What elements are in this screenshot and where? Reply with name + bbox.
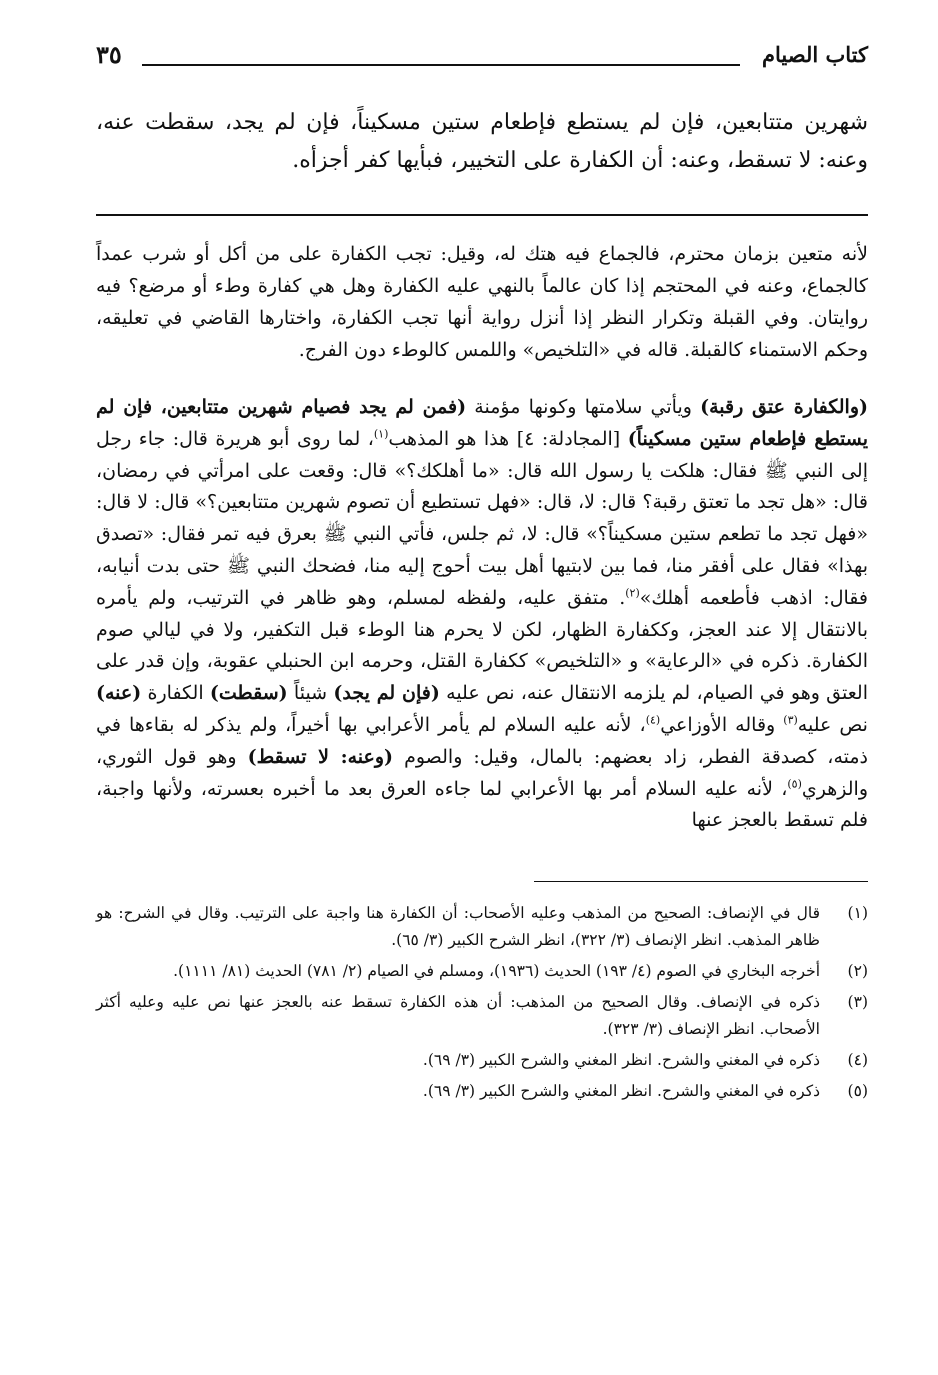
footnote-text: ذكره في المغني والشرح. انظر المغني والشرح الكبير (٣/ ٦٩). bbox=[422, 1051, 820, 1070]
commentary-text: . متفق عليه، ولفظه لمسلم، وهو ظاهر في الترتيب، ولم يأمره بالانتقال إلا عند العجز، وككفارة الظهار، لكن لا يحرم هنا الوطء قبل التكفير، ولا في ليالي صوم الكفارة. ذكره في «الرعاية» و «التلخيص» ككفارة القتل، وحرمه ابن الحنبلي عقوبة، وإن قدر على العتق وهو في الصيام، لم يلزمه الانتقال عنه، نص عليه bbox=[96, 586, 868, 705]
commentary-text: ، لما روى أبو هريرة قال: جاء رجل إلى النبي ﷺ فقال: هلكت يا رسول الله قال: «ما أهلكك؟» قال: وقعت على امرأتي في رمضان، قال: «هل تجد ما تعتق رقبة؟ قال: لا، قال: «فهل تستطيع أن تصوم شهرين متتابعين؟» قال: لا قال: «فهل تجد ما تطعم ستين مسكيناً؟» قال: لا، ثم جلس، فأتي النبي ﷺ بعرق فيه تمر فقال: «تصدق بهذا» فقال على أفقر منا، فما بين لابتيها أهل بيت أحوج إليه منا، فضحك النبي ﷺ حتى بدت أنيابه، فقال: اذهب فأطعمه أهلك» bbox=[96, 427, 868, 609]
running-header bbox=[96, 40, 868, 76]
commentary-text: ، لأنه عليه السلام لم يأمر الأعرابي بها أخيراً، ولم يذكر له بقاءها في ذمته، كصدقة الفطر، زاد بعضهم: بالمال، وقيل: والصوم bbox=[96, 713, 868, 768]
footnote-number: (٤) bbox=[847, 1051, 868, 1070]
footnotes bbox=[96, 900, 868, 1105]
text-divider bbox=[96, 214, 868, 216]
footnote bbox=[96, 1078, 868, 1105]
commentary-text: ويأتي سلامتها وكونها مؤمنة bbox=[466, 396, 701, 418]
header-rule bbox=[142, 64, 740, 66]
footnote-text: ذكره في المغني والشرح. انظر المغني والشرح الكبير (٣/ ٦٩). bbox=[422, 1082, 820, 1101]
quoted-text: (والكفارة عتق رقبة) bbox=[700, 396, 868, 418]
chapter-title: كتاب الصيام bbox=[762, 42, 868, 67]
quoted-text: (وعنه: لا تسقط) bbox=[247, 745, 394, 768]
footnote-ref: (٤) bbox=[645, 713, 661, 727]
footnote-text: قال في الإنصاف: الصحيح من المذهب وعليه الأصحاب: أن الكفارة هنا واجبة على الترتيب. وقال في الشرح: هو ظاهر المذهب. انظر الإنصاف (٣/ ٣٢٢)، انظر الشرح الكبير (٣/ ٦٥). bbox=[96, 904, 820, 950]
commentary-text: ، لأنه عليه السلام أمر بها الأعرابي لما جاءه العرق بعد ما أخبره بعسرته، ولأنها واجبة، فلم تسقط بالعجز عنها bbox=[96, 777, 868, 832]
quoted-text: (فمن لم يجد فصيام شهرين متتابعين، فإن لم يستطع فإطعام ستين مسكيناً) bbox=[96, 396, 869, 450]
footnote-ref: (٣) bbox=[783, 713, 798, 727]
page-number: ٣٥ bbox=[96, 40, 122, 69]
previous-commentary: لأنه متعين بزمان محترم، فالجماع فيه هتك له، وقيل: تجب الكفارة على من أكل أو شرب عمداً كالجماع، وعنه في المحتجم إذا كان عالماً بالنهي عليه الكفارة وهل هي كفارة وطء أو مرضع؟ فيه روايتان. وفي القبلة وتكرار النظر إذا أنزل رواية أنها تجب الكفارة، واختارها القاضي في تعليقه، وحكم الاستمناء كالقبلة. قاله في «التلخيص» واللمس كالوطء دون الفرج. bbox=[96, 243, 868, 361]
footnote-ref: (١) bbox=[373, 427, 389, 441]
footnote bbox=[96, 1047, 868, 1074]
commentary-text: شيئاً bbox=[287, 682, 334, 705]
footnote-number: (٣) bbox=[847, 993, 868, 1012]
footnote bbox=[96, 900, 868, 954]
main-text: شهرين متتابعين، فإن لم يستطع فإطعام ستين مسكيناً، فإن لم يجد، سقطت عنه، وعنه: لا تسقط، وعنه: أن الكفارة على التخيير، فبأيها كفر أجزأه. bbox=[96, 110, 868, 173]
footnote-number: (١) bbox=[847, 904, 868, 923]
book-page bbox=[96, 40, 868, 1375]
footnote-number: (٥) bbox=[847, 1082, 868, 1101]
footnote bbox=[96, 958, 868, 985]
footnote-text: أخرجه البخاري في الصوم (٤/ ١٩٣) الحديث (١٩٣٦)، ومسلم في الصيام (٢/ ٧٨١) الحديث (٨١/ ١١١١). bbox=[173, 962, 820, 981]
commentary-text: [المجادلة: ٤] هذا هو المذهب bbox=[388, 427, 628, 450]
commentary-text: الكفارة bbox=[141, 682, 210, 705]
quoted-text: (فإن لم يجد) bbox=[333, 682, 440, 705]
footnote-ref: (٢) bbox=[625, 586, 640, 600]
footnote-ref: (٥) bbox=[787, 777, 802, 791]
footnote bbox=[96, 989, 868, 1043]
commentary-text: وهو قول الثوري، والزهري bbox=[96, 745, 868, 800]
commentary-text: نص عليه bbox=[797, 713, 868, 736]
quoted-text: (سقطت) bbox=[209, 682, 288, 705]
commentary-text: وقاله الأوزاعي bbox=[660, 713, 784, 736]
commentary bbox=[96, 392, 868, 837]
footnote-number: (٢) bbox=[847, 962, 868, 981]
footnote-text: ذكره في الإنصاف. وقال الصحيح من المذهب: أن هذه الكفارة تسقط عنه بالعجز عنها نص عليه وعليه أكثر الأصحاب. انظر الإنصاف (٣/ ٣٢٣). bbox=[96, 993, 820, 1039]
quoted-text: (عنه) bbox=[96, 682, 142, 705]
footnote-rule bbox=[534, 881, 868, 882]
